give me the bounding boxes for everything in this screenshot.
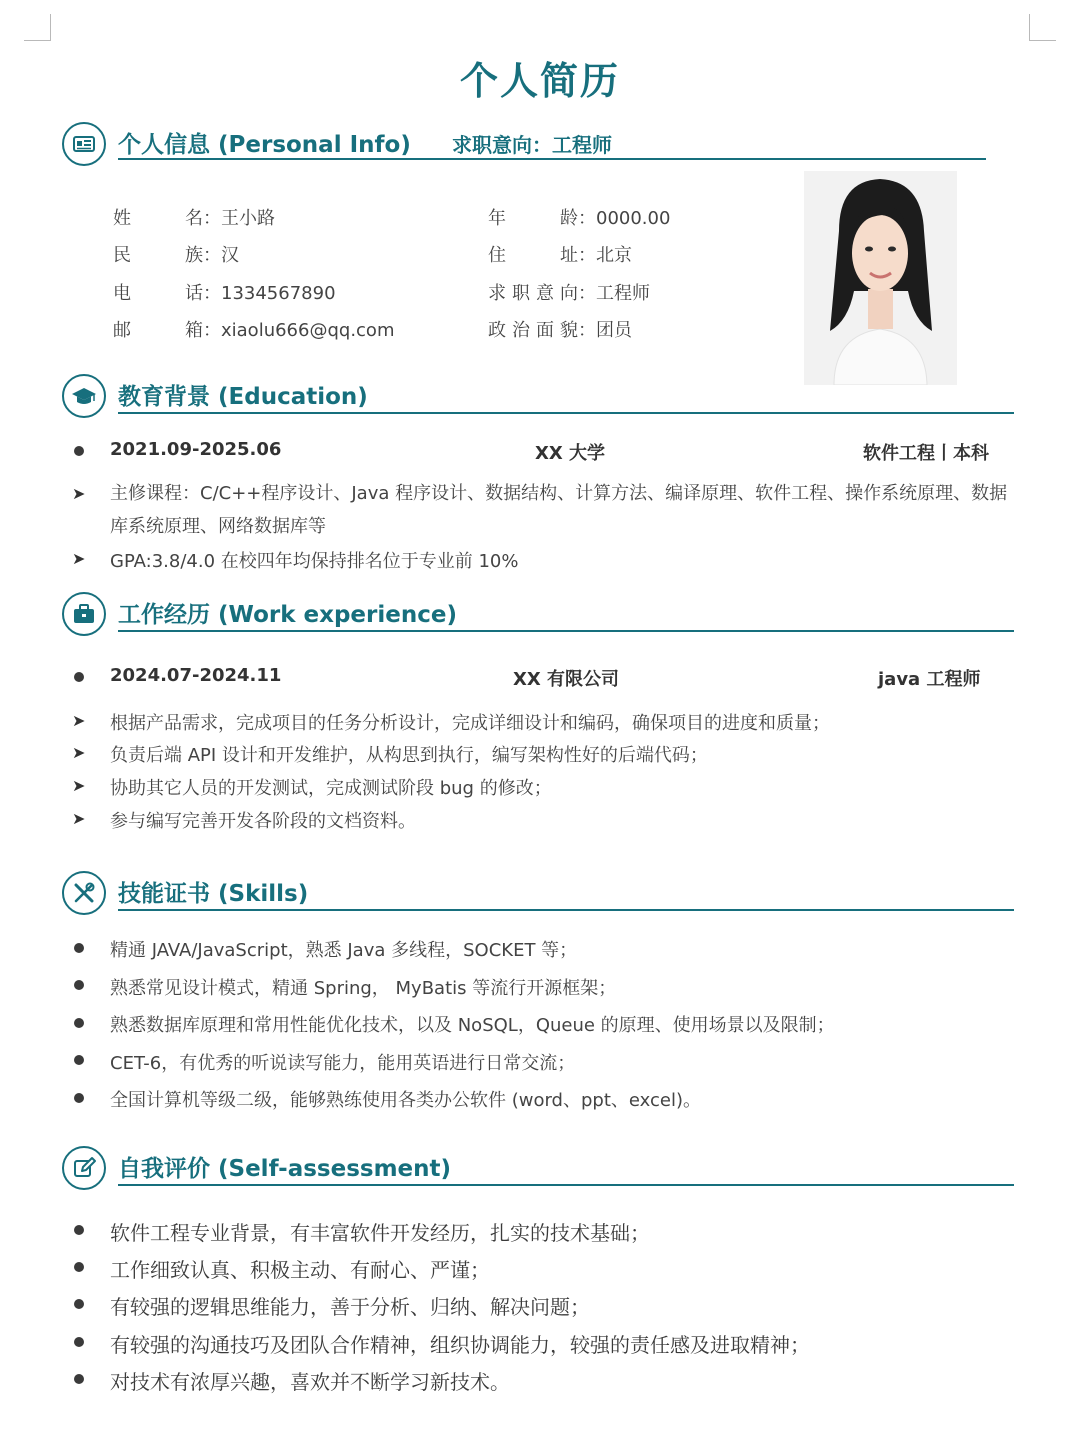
section-divider (118, 412, 1014, 414)
bullet-dot (74, 1374, 84, 1384)
field-ethnicity: 民族：汉 (113, 245, 239, 266)
education-gpa: GPA:3.8/4.0 在校四年均保持排名位于专业前 10% (110, 551, 519, 572)
work-detail: 参与编写完善开发各阶段的文档资料。 (110, 811, 416, 832)
section-divider (118, 158, 986, 160)
bullet-dot (74, 943, 84, 953)
skill-item: 精通 JAVA/JavaScript，熟悉 Java 多线程，SOCKET 等； (110, 940, 578, 961)
self-item: 有较强的沟通技巧及团队合作精神，组织协调能力，较强的责任感及进取精神； (110, 1333, 810, 1357)
bullet-dot (74, 446, 84, 456)
personal-info-title: 个人信息 (Personal Info) (118, 132, 411, 158)
education-title: 教育背景 (Education) (118, 384, 368, 410)
graduation-cap-icon (62, 374, 106, 418)
bullet-dot (74, 1093, 84, 1103)
arrow-bullet-icon: ➤ (72, 776, 86, 795)
education-period: 2021.09-2025.06 (110, 439, 282, 460)
skill-item: 全国计算机等级二级，能够熟练使用各类办公软件 (word、ppt、excel)。 (110, 1090, 701, 1111)
bullet-dot (74, 980, 84, 990)
work-header (62, 592, 1014, 640)
personal-info-header (62, 122, 992, 170)
skills-header (62, 871, 1014, 919)
skill-item: 熟悉数据库原理和常用性能优化技术，以及 NoSQL，Queue 的原理、使用场景以及限制； (110, 1015, 835, 1036)
field-name: 姓名：王小路 (113, 208, 275, 229)
bullet-dot (74, 1337, 84, 1347)
section-divider (118, 630, 1014, 632)
section-divider (118, 909, 1014, 911)
field-email: 邮箱：xiaolu666@qq.com (113, 320, 395, 341)
bullet-dot (74, 1262, 84, 1272)
field-address: 住址：北京 (488, 245, 632, 266)
work-detail: 根据产品需求，完成项目的任务分析设计，完成详细设计和编码，确保项目的进度和质量； (110, 713, 830, 734)
skill-item: 熟悉常见设计模式，精通 Spring， MyBatis 等流行开源框架； (110, 978, 617, 999)
arrow-bullet-icon: ➤ (72, 743, 86, 762)
skill-item: CET-6，有优秀的听说读写能力，能用英语进行日常交流； (110, 1053, 576, 1074)
briefcase-icon (62, 592, 106, 636)
crop-mark-top-left (24, 14, 51, 41)
education-major: 软件工程丨本科 (863, 443, 989, 464)
skills-title: 技能证书 (Skills) (118, 881, 309, 907)
bullet-dot (74, 1055, 84, 1065)
education-header (62, 374, 1014, 422)
job-target-header: 求职意向：工程师 (452, 133, 612, 157)
bullet-dot (74, 672, 84, 682)
section-divider (118, 1184, 1014, 1186)
work-company: XX 有限公司 (513, 669, 620, 690)
arrow-bullet-icon: ➤ (72, 484, 86, 503)
work-period: 2024.07-2024.11 (110, 665, 282, 686)
edit-icon (62, 1146, 106, 1190)
field-age: 年龄：0000.00 (488, 208, 671, 229)
self-assessment-header (62, 1146, 1014, 1194)
field-phone: 电话：1334567890 (113, 283, 336, 304)
self-item: 对技术有浓厚兴趣，喜欢并不断学习新技术。 (110, 1370, 510, 1394)
education-school: XX 大学 (535, 443, 606, 464)
crop-mark-top-right (1029, 14, 1056, 41)
field-political-status: 政治面貌：团员 (488, 320, 632, 341)
profile-photo (804, 171, 957, 385)
work-role: java 工程师 (878, 669, 981, 690)
bullet-dot (74, 1225, 84, 1235)
document-title: 个人简历 (459, 59, 620, 103)
arrow-bullet-icon: ➤ (72, 809, 86, 828)
work-title: 工作经历 (Work experience) (118, 602, 457, 628)
field-job-target: 求职意向：工程师 (488, 283, 650, 304)
tools-icon (62, 871, 106, 915)
bullet-dot (74, 1299, 84, 1309)
id-card-icon (62, 122, 106, 166)
self-item: 有较强的逻辑思维能力，善于分析、归纳、解决问题； (110, 1295, 590, 1319)
self-item: 工作细致认真、积极主动、有耐心、严谨； (110, 1258, 490, 1282)
work-detail: 负责后端 API 设计和开发维护，从构思到执行，编写架构性好的后端代码； (110, 745, 708, 766)
education-courses: 主修课程：C/C++程序设计、Java 程序设计、数据结构、计算方法、编译原理、软件工程、操作系统原理、数据库系统原理、网络数据库等 (110, 483, 1008, 537)
arrow-bullet-icon: ➤ (72, 711, 86, 730)
arrow-bullet-icon: ➤ (72, 549, 86, 568)
self-assessment-title: 自我评价 (Self-assessment) (118, 1156, 452, 1182)
self-item: 软件工程专业背景，有丰富软件开发经历，扎实的技术基础； (110, 1221, 650, 1245)
work-detail: 协助其它人员的开发测试，完成测试阶段 bug 的修改； (110, 778, 552, 799)
bullet-dot (74, 1018, 84, 1028)
